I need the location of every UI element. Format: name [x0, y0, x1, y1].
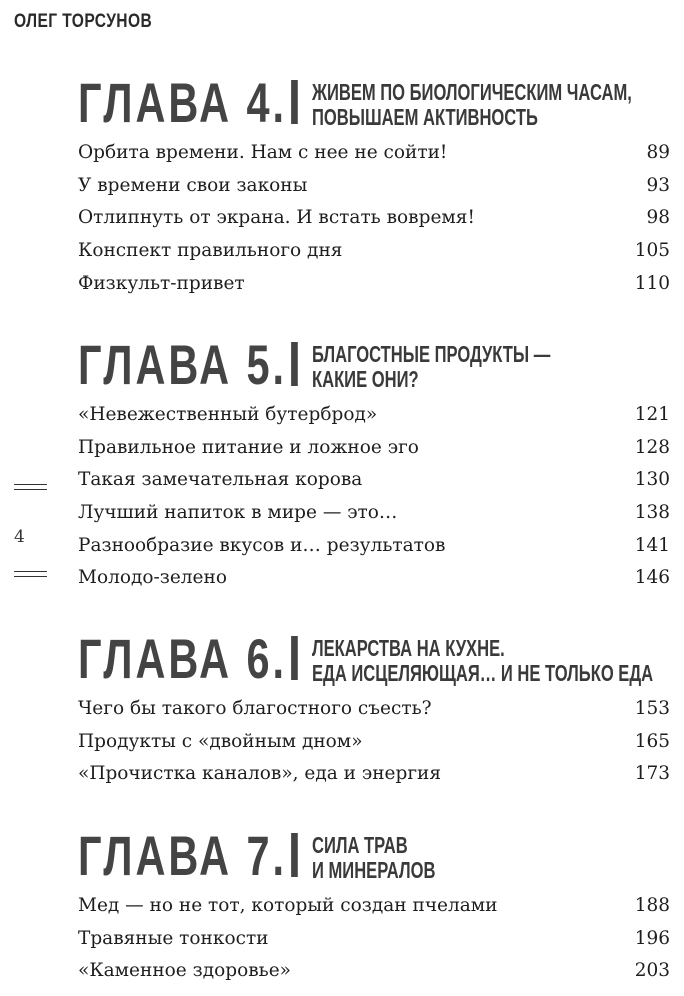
chapter-title-line: ЛЕКАРСТВА НА КУХНЕ.: [312, 635, 505, 661]
entry-title: Молодо-зелено: [78, 567, 227, 589]
toc-entry[interactable]: [78, 731, 670, 764]
chapter-label: ГЛАВА 4.: [78, 72, 298, 134]
entry-title: Травяные тонкости: [78, 927, 269, 949]
chapter-label: ГЛАВА 6.: [78, 628, 298, 690]
chapter-bar-mark: [291, 636, 298, 680]
chapter-6: [78, 628, 670, 796]
entry-title: Правильное питание и ложное эго: [78, 436, 419, 458]
chapter-title-line: СИЛА ТРАВ: [312, 832, 408, 858]
running-header-author: ОЛЕГ ТОРСУНОВ: [14, 11, 153, 32]
entry-page: 128: [634, 436, 670, 458]
entry-page: 196: [634, 927, 670, 949]
entry-title: Чего бы такого благостного съесть?: [78, 698, 432, 719]
entry-title: Конспект правильного дня: [78, 240, 343, 262]
chapter-7: [78, 825, 670, 993]
toc-entry[interactable]: [78, 273, 670, 306]
entry-page: 105: [634, 240, 670, 262]
toc-entry[interactable]: [78, 469, 670, 502]
chapter-label: ГЛАВА 7.: [78, 825, 298, 887]
toc-entry[interactable]: [78, 175, 670, 208]
entry-page: 110: [634, 272, 670, 294]
chapter-5: [78, 334, 670, 600]
entry-title: Такая замечательная корова: [78, 469, 363, 491]
toc-entry[interactable]: [78, 502, 670, 535]
page-marker-bottom-rule: [14, 571, 47, 581]
entry-title: Продукты с «двойным дном»: [78, 730, 363, 752]
toc-entry[interactable]: [78, 207, 670, 240]
chapter-bar-mark: [291, 80, 298, 124]
entry-title: «Каменное здоровье»: [78, 960, 291, 982]
toc-entry[interactable]: [78, 567, 670, 600]
chapter-heading: [78, 334, 670, 404]
chapter-title: [312, 833, 435, 883]
chapter-heading: [78, 72, 670, 142]
entry-title: Мед — но не тот, который создан пчелами: [78, 895, 498, 916]
chapter-heading: [78, 628, 670, 698]
chapter-bar-mark: [291, 342, 298, 386]
chapter-title-line: КАКИЕ ОНИ?: [312, 366, 419, 392]
chapter-label: ГЛАВА 5.: [78, 334, 298, 396]
toc-entry[interactable]: [78, 437, 670, 470]
toc-entry[interactable]: [78, 928, 670, 961]
entry-title: «Невежественный бутерброд»: [78, 404, 378, 425]
entry-page: 130: [634, 469, 670, 491]
page-marker-top-rule: [14, 484, 47, 494]
entry-title: Лучший напиток в мире — это…: [78, 502, 398, 524]
chapter-heading: [78, 825, 670, 895]
entry-page: 203: [634, 960, 670, 982]
toc-entry[interactable]: [78, 960, 670, 993]
entry-title: Физкульт-привет: [78, 272, 245, 294]
entry-title: Отлипнуть от экрана. И встать вовремя!: [78, 207, 475, 229]
entry-title: «Прочистка каналов», еда и энергия: [78, 763, 442, 785]
toc-entry[interactable]: [78, 535, 670, 568]
entry-page: 165: [634, 730, 670, 752]
toc-entries: [78, 698, 670, 796]
chapter-title-line: ЕДА ИСЦЕЛЯЮЩАЯ… И НЕ ТОЛЬКО ЕДА: [312, 660, 654, 686]
rule-line: [14, 484, 47, 485]
chapter-title-line: И МИНЕРАЛОВ: [312, 857, 436, 883]
rule-line: [14, 489, 47, 490]
toc-entry[interactable]: [78, 698, 670, 731]
toc-entry[interactable]: [78, 895, 670, 928]
entry-page: 141: [634, 534, 670, 556]
entry-page: 146: [634, 567, 670, 589]
chapter-bar-mark: [291, 833, 298, 877]
toc-entries: [78, 142, 670, 305]
toc-entry[interactable]: [78, 763, 670, 796]
entry-page: 121: [634, 404, 670, 425]
chapter-title: [312, 636, 653, 686]
chapter-title-line: ПОВЫШАЕМ АКТИВНОСТЬ: [312, 104, 538, 130]
chapter-title: [312, 342, 550, 392]
toc-entry[interactable]: [78, 240, 670, 273]
toc-entry[interactable]: [78, 404, 670, 437]
entry-page: 93: [646, 174, 670, 196]
chapter-title-line: ЖИВЕМ ПО БИОЛОГИЧЕСКИМ ЧАСАМ,: [312, 79, 632, 105]
entry-page: 138: [634, 502, 670, 524]
page-number: 4: [14, 527, 25, 547]
entry-page: 173: [634, 763, 670, 785]
toc-entries: [78, 895, 670, 993]
entry-title: У времени свои законы: [78, 174, 308, 196]
rule-line: [14, 571, 47, 572]
entry-page: 153: [634, 698, 670, 719]
rule-line: [14, 576, 47, 577]
entry-page: 98: [646, 207, 670, 229]
chapter-title-line: БЛАГОСТНЫЕ ПРОДУКТЫ —: [312, 341, 551, 367]
entry-title: Разнообразие вкусов и… результатов: [78, 534, 446, 556]
entry-title: Орбита времени. Нам с нее не сойти!: [78, 142, 448, 163]
entry-page: 188: [634, 895, 670, 916]
toc-entry[interactable]: [78, 142, 670, 175]
chapter-4: [78, 72, 670, 305]
entry-page: 89: [646, 142, 670, 163]
toc-entries: [78, 404, 670, 600]
chapter-title: [312, 80, 632, 130]
